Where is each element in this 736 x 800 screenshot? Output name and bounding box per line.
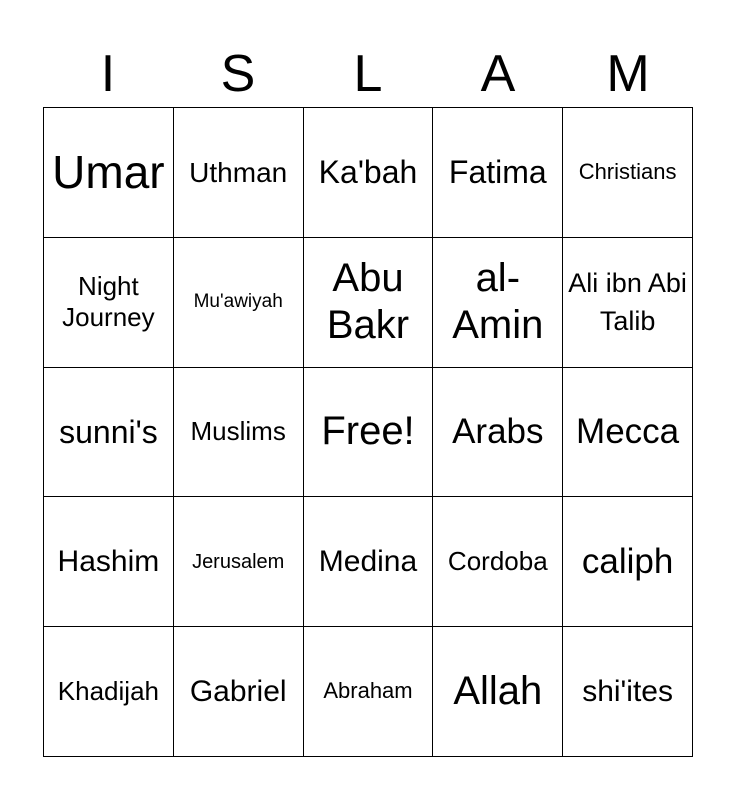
- cell-label: Cordoba: [447, 546, 548, 577]
- cell-label: al-Amin: [452, 256, 544, 348]
- cell-label: Abraham: [323, 678, 413, 704]
- bingo-cell[interactable]: [304, 108, 434, 238]
- bingo-cell[interactable]: [563, 368, 693, 498]
- bingo-cell[interactable]: [44, 108, 174, 238]
- header-letter-l: L: [353, 45, 383, 103]
- bingo-cell[interactable]: [304, 627, 434, 757]
- cell-label: Ka'bah: [318, 154, 418, 191]
- cell-label: Jerusalem: [192, 550, 285, 573]
- cell-label: sunni's: [59, 413, 158, 450]
- bingo-cell[interactable]: [563, 627, 693, 757]
- bingo-cell[interactable]: [44, 627, 174, 757]
- bingo-cell[interactable]: [563, 238, 693, 368]
- cell-label: Ali ibn Abi Talib: [568, 267, 687, 337]
- cell-label: caliph: [581, 541, 674, 581]
- bingo-cell[interactable]: [304, 497, 434, 627]
- bingo-cell[interactable]: [304, 238, 434, 368]
- bingo-cell[interactable]: [174, 368, 304, 498]
- bingo-header: [43, 40, 693, 108]
- bingo-cell[interactable]: [433, 238, 563, 368]
- cell-label: Gabriel: [189, 674, 287, 708]
- header-letter-m: M: [606, 45, 650, 103]
- cell-label: Muslims: [190, 416, 286, 447]
- header-letter-s: S: [220, 45, 256, 103]
- free-space[interactable]: [304, 368, 434, 498]
- bingo-grid: [43, 107, 693, 757]
- bingo-cell[interactable]: [44, 238, 174, 368]
- cell-label: Arabs: [452, 411, 544, 451]
- bingo-cell[interactable]: [433, 108, 563, 238]
- cell-label: Mu'awiyah: [193, 290, 283, 312]
- cell-label: Abu Bakr: [326, 256, 410, 348]
- cell-label: Night Journey: [62, 271, 155, 333]
- bingo-cell[interactable]: [433, 368, 563, 498]
- cell-label: Mecca: [576, 411, 680, 451]
- header-letter-i: I: [100, 45, 116, 103]
- bingo-cell[interactable]: [44, 368, 174, 498]
- free-space-label: Free!: [321, 409, 415, 454]
- bingo-cell[interactable]: [433, 497, 563, 627]
- bingo-cell[interactable]: [433, 627, 563, 757]
- bingo-cell[interactable]: [44, 497, 174, 627]
- bingo-cell[interactable]: [174, 108, 304, 238]
- cell-label: Hashim: [57, 544, 160, 578]
- bingo-cell[interactable]: [174, 238, 304, 368]
- cell-label: Christians: [578, 159, 677, 185]
- bingo-cell[interactable]: [174, 627, 304, 757]
- cell-label: Fatima: [448, 154, 547, 191]
- cell-label: Medina: [318, 544, 418, 578]
- cell-label: Allah: [453, 669, 543, 713]
- cell-label: shi'ites: [582, 674, 673, 708]
- header-letter-a: A: [480, 45, 516, 103]
- cell-label: Khadijah: [57, 676, 159, 706]
- cell-label: Umar: [52, 145, 165, 198]
- bingo-cell[interactable]: [174, 497, 304, 627]
- bingo-cell[interactable]: [563, 497, 693, 627]
- cell-label: Uthman: [189, 156, 288, 188]
- bingo-cell[interactable]: [563, 108, 693, 238]
